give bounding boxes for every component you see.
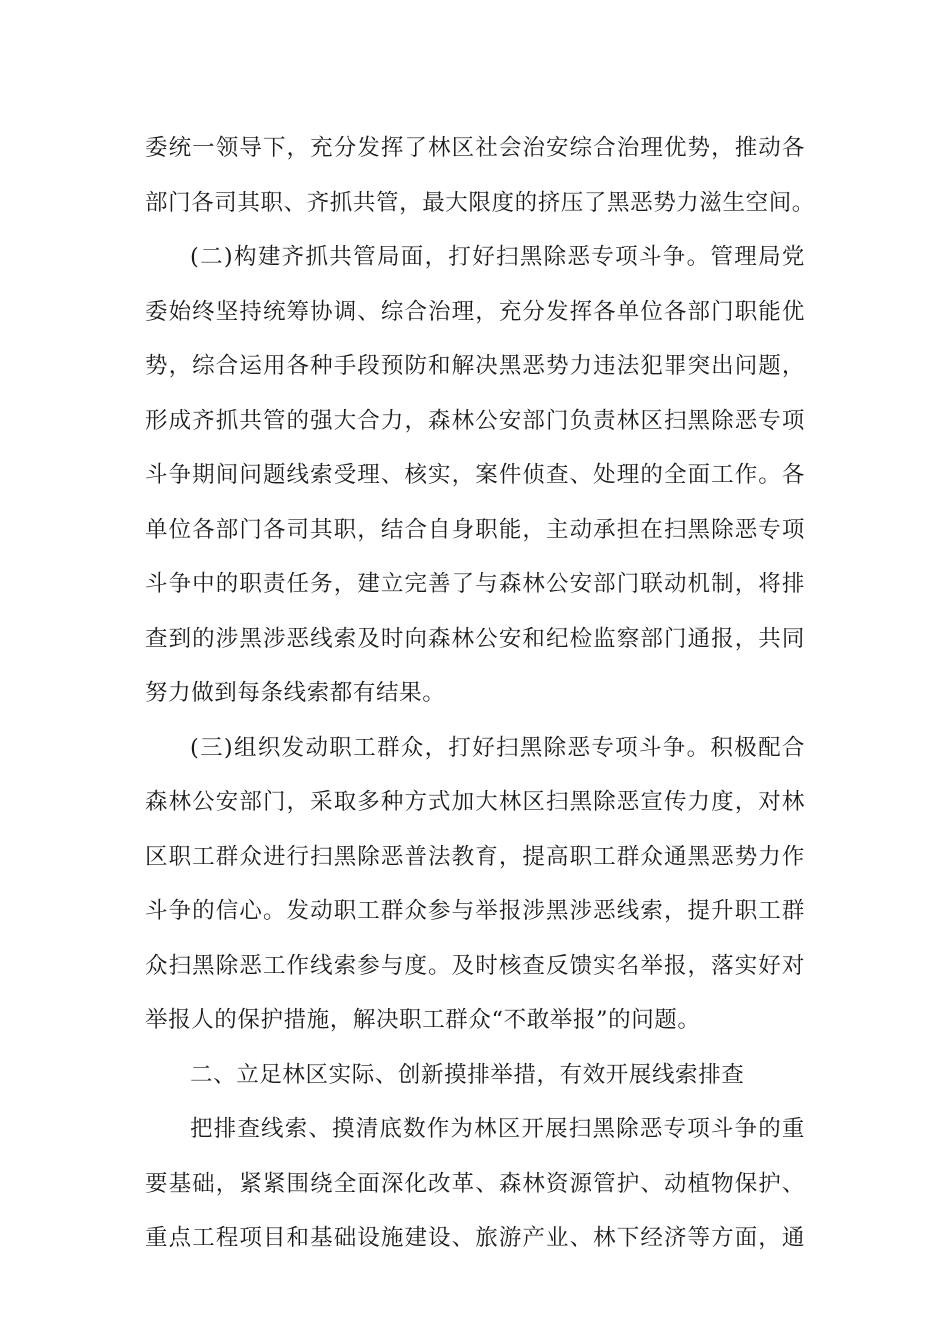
text-line: 要基础，紧紧围绕全面深化改革、森林资源管护、动植物保护、 [145, 1170, 805, 1197]
text-line: (二)构建齐抓共管局面，打好扫黑除恶专项斗争。管理局党 [190, 244, 805, 270]
text-line: 斗争的信心。发动职工群众参与举报涉黑涉恶线索，提升职工群 [145, 898, 805, 924]
text-line: 重点工程项目和基础设施建设、旅游产业、林下经济等方面，通 [145, 1225, 805, 1251]
text-line: 众扫黑除恶工作线索参与度。及时核查反馈实名举报，落实好对 [145, 952, 805, 979]
section-heading: 二、立足林区实际、创新摸排举措，有效开展线索排查 [190, 1061, 745, 1088]
text-line: 举报人的保护措施，解决职工群众“不敢举报”的问题。 [145, 1007, 701, 1033]
body-text [145, 126, 815, 1271]
text-line: 委统一领导下，充分发挥了林区社会治安综合治理优势，推动各 [145, 135, 805, 161]
text-line: 形成齐抓共管的强大合力，森林公安部门负责林区扫黑除恶专项 [145, 407, 805, 434]
text-line: 查到的涉黑涉恶线索及时向森林公安和纪检监察部门通报，共同 [145, 625, 805, 652]
text-line: 单位各部门各司其职，结合自身职能，主动承担在扫黑除恶专项 [145, 516, 805, 543]
text-line: 区职工群众进行扫黑除恶普法教育，提高职工群众通黑恶势力作 [145, 843, 805, 870]
text-line: 委始终坚持统筹协调、综合治理，充分发挥各单位各部门职能优 [145, 298, 805, 325]
text-line: 森林公安部门，采取多种方式加大林区扫黑除恶宣传力度，对林 [145, 789, 805, 815]
text-line: 努力做到每条线索都有结果。 [145, 680, 446, 706]
text-line: (三)组织发动职工群众，打好扫黑除恶专项斗争。积极配合 [190, 734, 805, 761]
text-line: 斗争期间问题线索受理、核实，案件侦查、处理的全面工作。各 [145, 462, 805, 488]
text-line: 斗争中的职责任务，建立完善了与森林公安部门联动机制，将排 [145, 571, 805, 597]
text-line: 部门各司其职、齐抓共管，最大限度的挤压了黑恶势力滋生空间。 [145, 189, 815, 216]
text-line: 势，综合运用各种手段预防和解决黑恶势力违法犯罪突出问题， [145, 353, 805, 379]
text-line: 把排查线索、摸清底数作为林区开展扫黑除恶专项斗争的重 [190, 1116, 805, 1142]
